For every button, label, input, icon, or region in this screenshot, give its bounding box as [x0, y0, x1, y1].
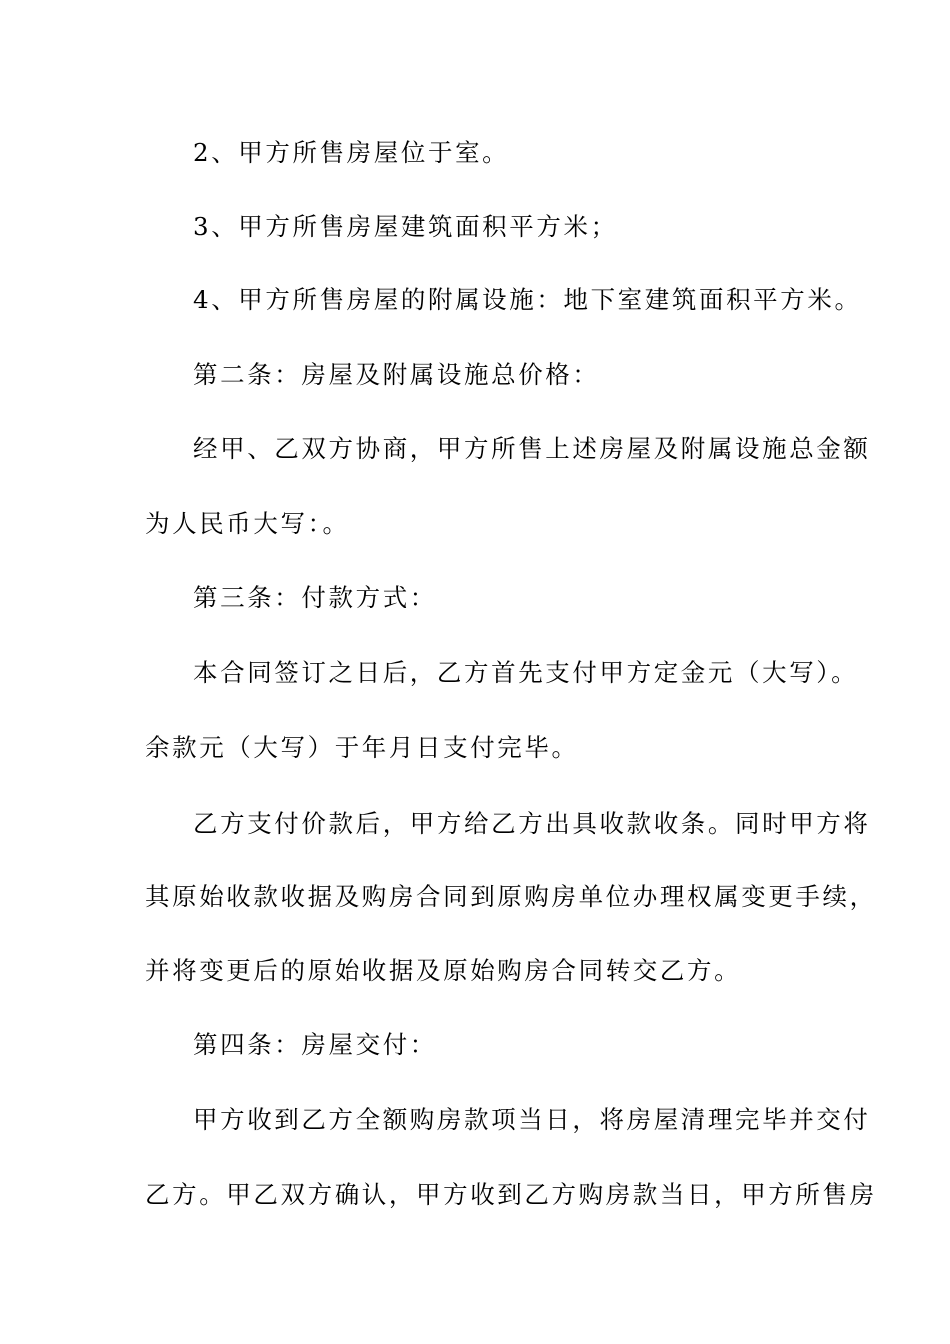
article-4-paragraph-line-2: 乙方。甲乙双方确认，甲方收到乙方购房款当日，甲方所售房 — [145, 1180, 877, 1209]
clause-item-3: 3、甲方所售房屋建筑面积平方米； — [193, 212, 618, 241]
article-2-paragraph-line-2: 为人民币大写：。 — [145, 509, 350, 538]
article-3-paragraph-2-line-2: 其原始收款收据及购房合同到原购房单位办理权属变更手续， — [145, 882, 877, 911]
article-3-heading: 第三条：付款方式： — [193, 583, 437, 612]
article-2-heading: 第二条：房屋及附属设施总价格： — [193, 360, 600, 389]
article-3-paragraph-1-line-1: 本合同签订之日后，乙方首先支付甲方定金元（大写）。 — [193, 658, 859, 687]
clause-item-4: 4、甲方所售房屋的附属设施：地下室建筑面积平方米。 — [193, 285, 862, 314]
article-3-paragraph-2-line-3: 并将变更后的原始收据及原始购房合同转交乙方。 — [145, 956, 742, 985]
article-4-heading: 第四条：房屋交付： — [193, 1030, 437, 1059]
article-4-paragraph-line-1: 甲方收到乙方全额购房款项当日，将房屋清理完毕并交付 — [193, 1105, 871, 1134]
article-3-paragraph-1-line-2: 余款元（大写）于年月日支付完毕。 — [145, 733, 579, 762]
article-3-paragraph-2-line-1: 乙方支付价款后，甲方给乙方出具收款收条。同时甲方将 — [193, 809, 871, 838]
clause-item-2: 2、甲方所售房屋位于室。 — [193, 138, 510, 167]
article-2-paragraph-line-1: 经甲、乙双方协商，甲方所售上述房屋及附属设施总金额 — [193, 434, 871, 463]
